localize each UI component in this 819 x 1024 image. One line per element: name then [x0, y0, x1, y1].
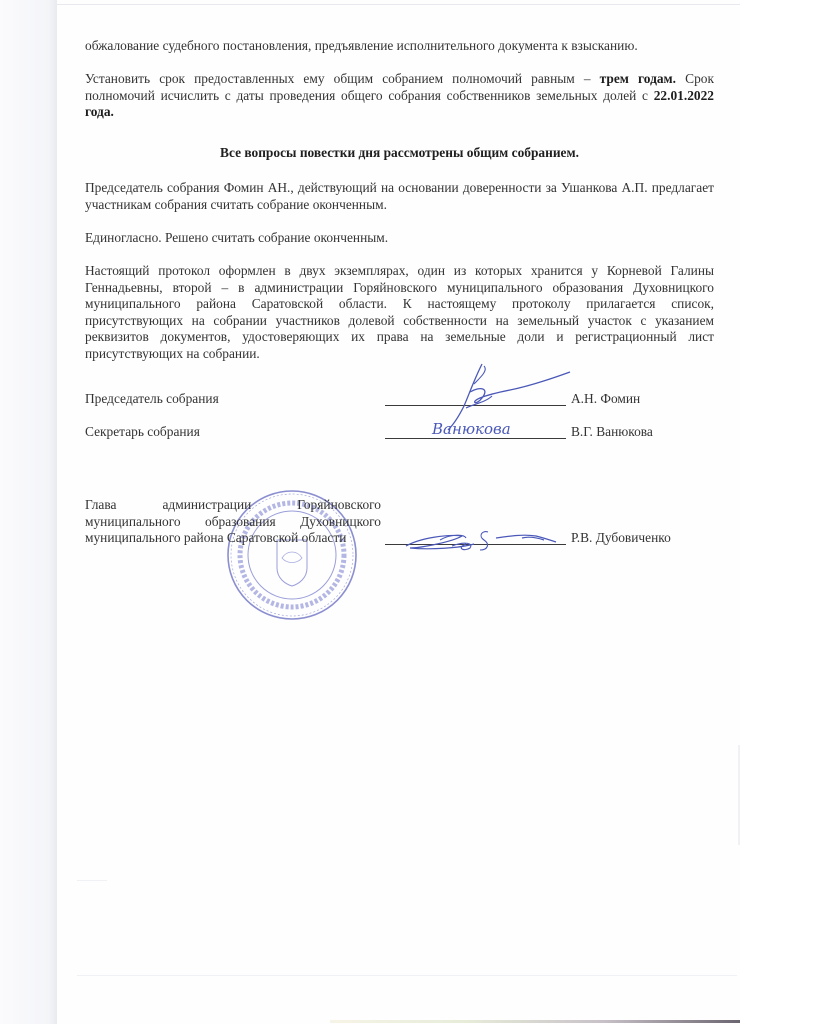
term-start-date: 22.01.2022 года.: [85, 87, 714, 119]
secretary-signature-icon: [428, 418, 558, 442]
show-through-mark: [77, 880, 107, 881]
term-value: трем годам.: [599, 71, 677, 86]
head-of-administration-label: Глава администрации Горяйновского муниципального образования Духовницкого муниципального района Саратовской области: [85, 497, 381, 545]
scan-left-margin: [0, 0, 57, 1024]
secretary-handwriting: Ванюкова: [432, 420, 511, 438]
signature-role: Секретарь собрания: [85, 424, 200, 439]
scan-right-margin: [740, 0, 819, 1024]
paragraph-enforcement-text: обжалование судебного постановления, предъявление исполнительного документа к взысканию.: [85, 38, 638, 53]
signature-name: Р.В. Дубовиченко: [571, 530, 671, 545]
page-bottom-edge: [330, 1020, 740, 1023]
paragraph-chairman-proposal: Председатель собрания Фомин АН., действующий на основании доверенности за Ушанкова А.П. предлагает участникам собрания считать собрание оконченным.: [85, 180, 714, 212]
term-start-text: Срок полномочий исчислить с даты проведения общего собрания собственников земельных долей с: [85, 71, 714, 103]
signature-row-secretary: [85, 424, 714, 444]
agenda-completed-heading: Все вопросы повестки дня рассмотрены общим собранием.: [220, 145, 579, 160]
signature-name: В.Г. Ванюкова: [571, 424, 653, 439]
show-through-mark: [77, 975, 737, 976]
signature-name: А.Н. Фомин: [571, 391, 641, 406]
signature-role: Председатель собрания: [85, 391, 219, 406]
term-text: Установить срок предоставленных ему общим собранием полномочий равным –: [85, 71, 600, 86]
show-through-mark: [738, 745, 740, 845]
head-signature-icon: [400, 528, 560, 554]
paragraph-term: [85, 71, 714, 121]
signature-row-chairman: [85, 391, 714, 411]
paragraph-enforcement: [85, 38, 714, 55]
paragraph-decision: Единогласно. Решено считать собрание оконченным.: [85, 230, 389, 245]
paragraph-copies: Настоящий протокол оформлен в двух экземплярах, один из которых хранится у Корневой Галины Геннадьевны, второй – в администрации Горяйновского муниципального образования Духовницкого муниципального района Саратовской области. К настоящему протоколу прилагается список, присутствующих на собрании участников долевой собственности на земельный участок с указанием реквизитов документов, удостоверяющих их права на земельные доли и регистрационный лист присутствующих на собрании.: [85, 263, 714, 361]
page-top-edge: [57, 4, 740, 5]
